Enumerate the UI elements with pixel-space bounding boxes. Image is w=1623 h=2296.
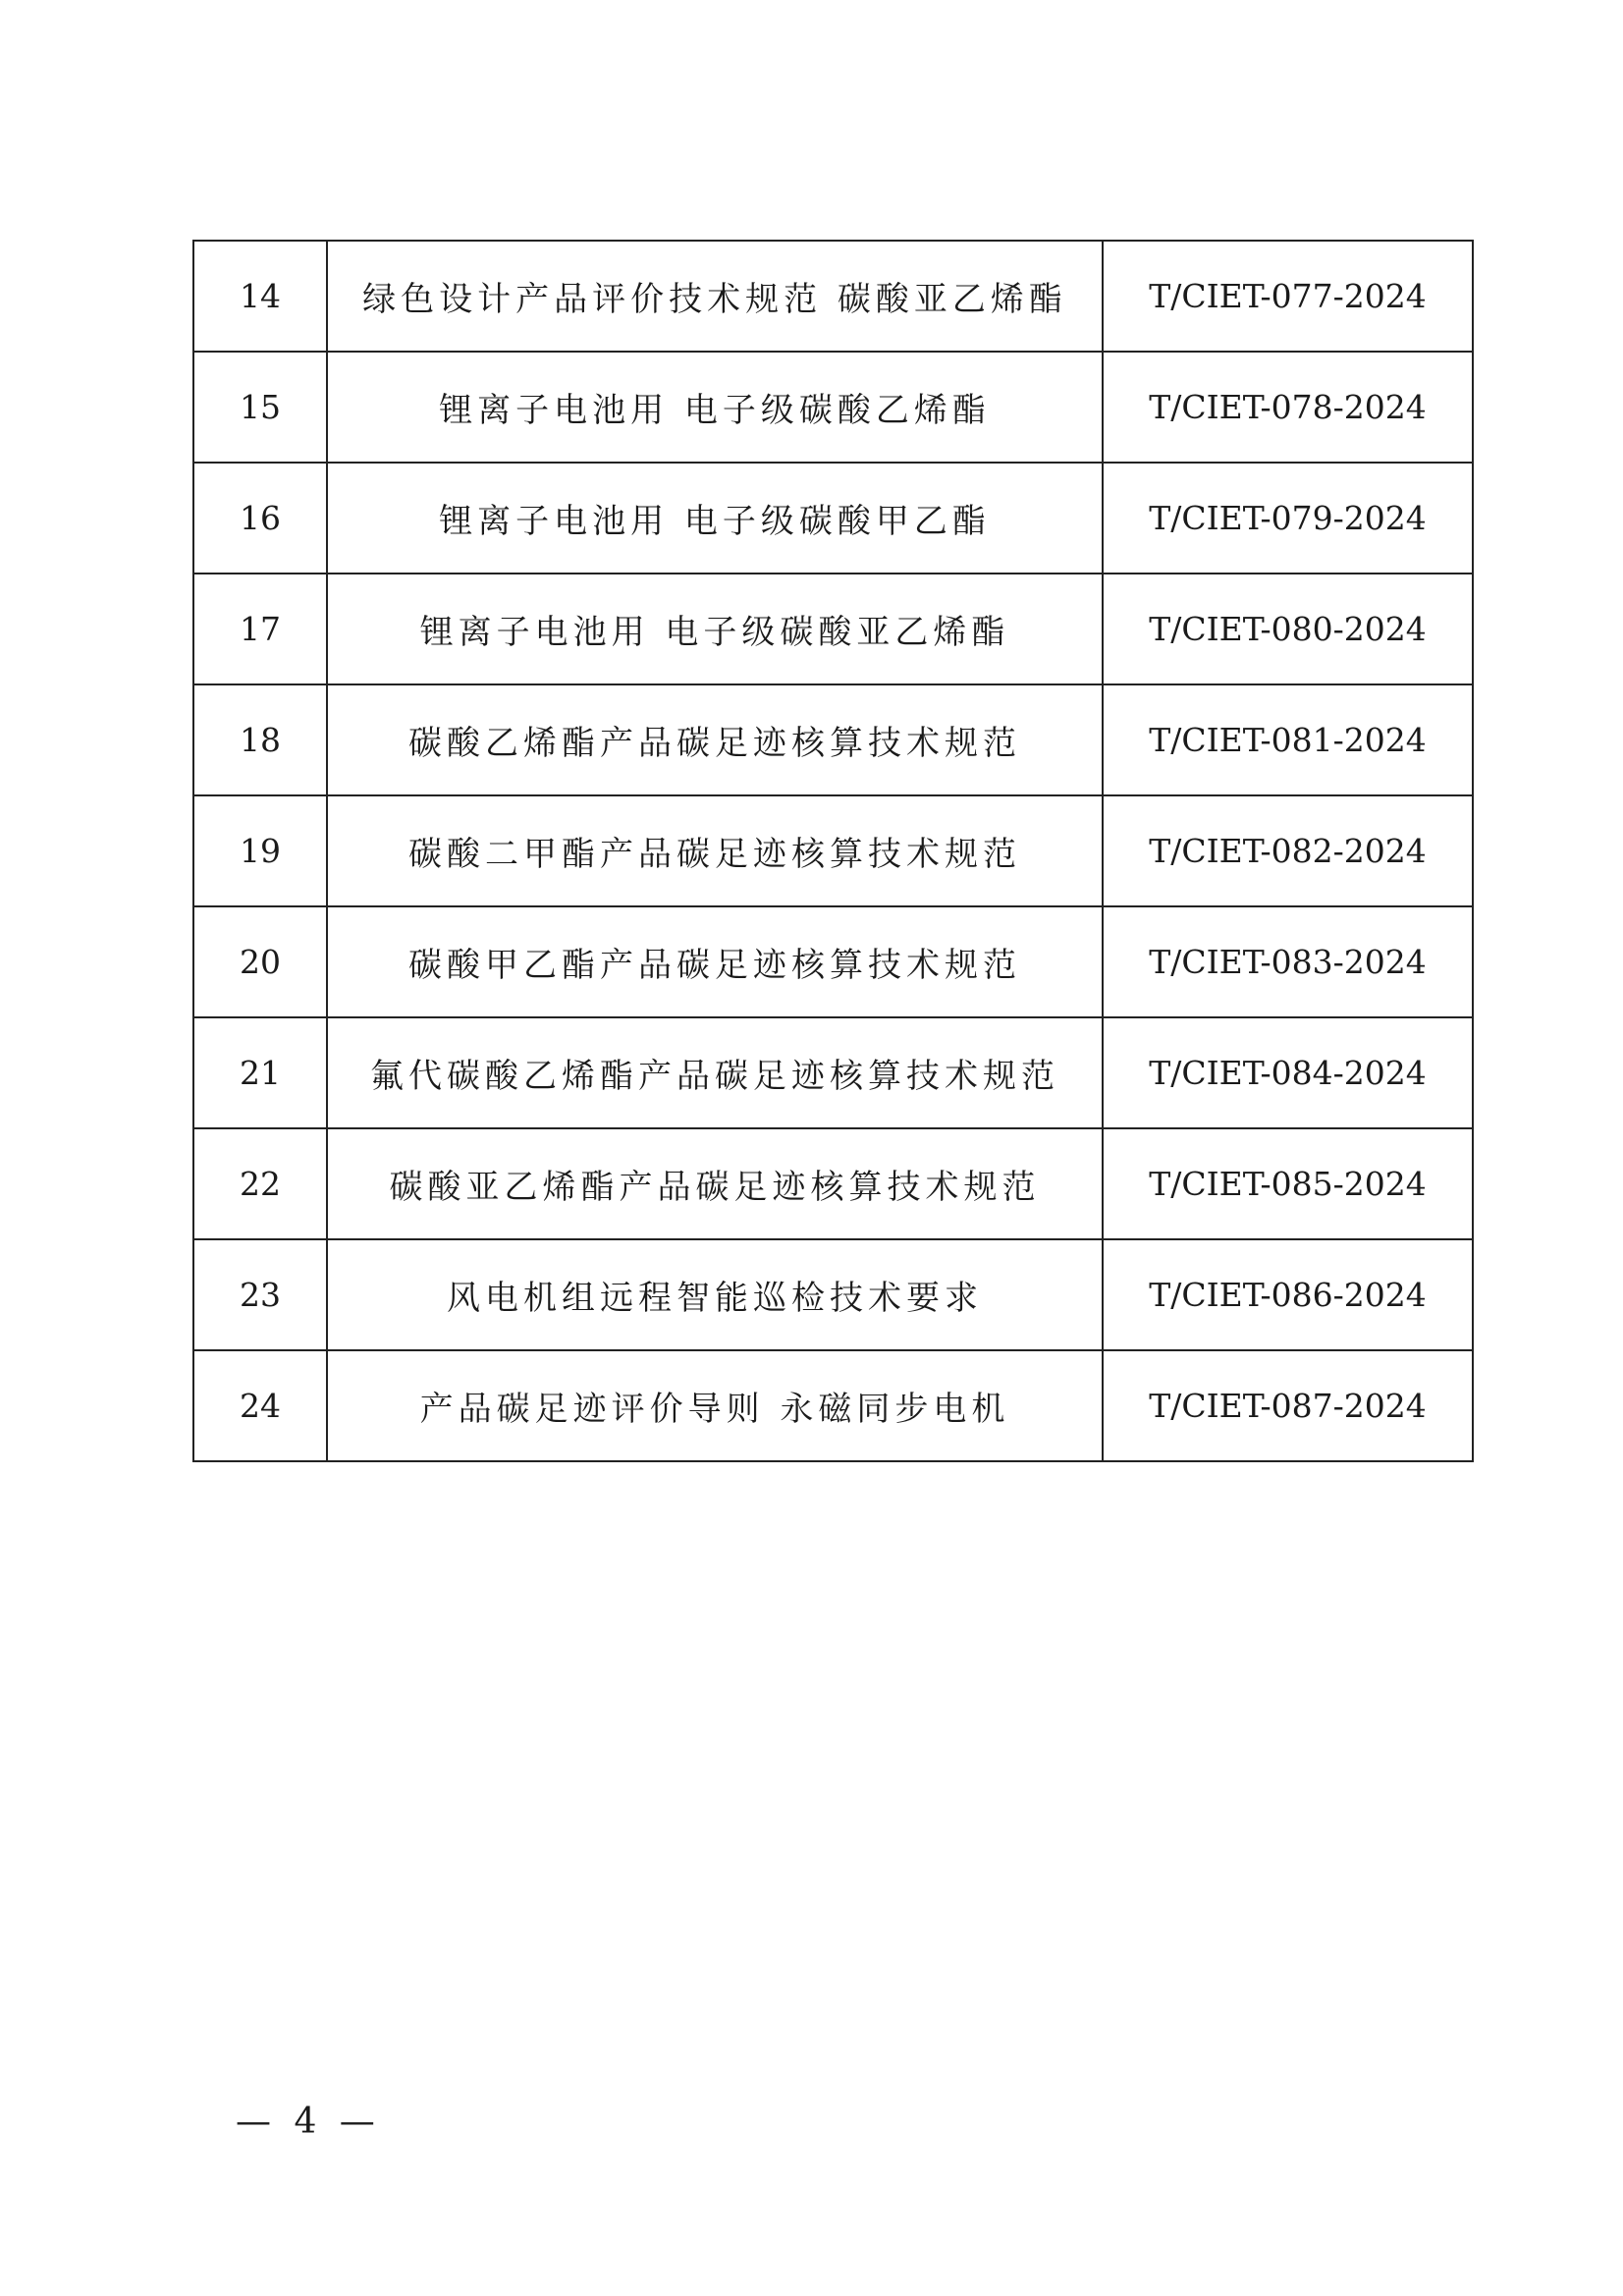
table-row xyxy=(193,241,1473,352)
standards-table-body xyxy=(193,241,1473,1461)
standard-name: 锂离子电池用 电子级碳酸亚乙烯酯 xyxy=(327,574,1103,684)
table-row xyxy=(193,1128,1473,1239)
standard-name: 碳酸甲乙酯产品碳足迹核算技术规范 xyxy=(327,906,1103,1017)
row-number: 20 xyxy=(193,906,327,1017)
standard-code: T/CIET-083-2024 xyxy=(1103,906,1473,1017)
standard-code: T/CIET-084-2024 xyxy=(1103,1017,1473,1128)
standard-code: T/CIET-077-2024 xyxy=(1103,241,1473,352)
row-number: 22 xyxy=(193,1128,327,1239)
standard-code: T/CIET-085-2024 xyxy=(1103,1128,1473,1239)
standard-name: 锂离子电池用 电子级碳酸乙烯酯 xyxy=(327,352,1103,463)
standard-name: 氟代碳酸乙烯酯产品碳足迹核算技术规范 xyxy=(327,1017,1103,1128)
row-number: 17 xyxy=(193,574,327,684)
standard-name: 绿色设计产品评价技术规范 碳酸亚乙烯酯 xyxy=(327,241,1103,352)
standard-code: T/CIET-081-2024 xyxy=(1103,684,1473,795)
table-row xyxy=(193,684,1473,795)
standard-code: T/CIET-087-2024 xyxy=(1103,1350,1473,1461)
table-row xyxy=(193,463,1473,574)
standard-name: 碳酸二甲酯产品碳足迹核算技术规范 xyxy=(327,795,1103,906)
row-number: 21 xyxy=(193,1017,327,1128)
standard-name: 锂离子电池用 电子级碳酸甲乙酯 xyxy=(327,463,1103,574)
standard-name: 碳酸乙烯酯产品碳足迹核算技术规范 xyxy=(327,684,1103,795)
table-row xyxy=(193,574,1473,684)
row-number: 19 xyxy=(193,795,327,906)
table-row xyxy=(193,1017,1473,1128)
table-row xyxy=(193,1350,1473,1461)
row-number: 15 xyxy=(193,352,327,463)
standard-code: T/CIET-078-2024 xyxy=(1103,352,1473,463)
table-row xyxy=(193,352,1473,463)
standards-table xyxy=(192,240,1474,1462)
table-row xyxy=(193,1239,1473,1350)
standard-name: 产品碳足迹评价导则 永磁同步电机 xyxy=(327,1350,1103,1461)
standard-name: 碳酸亚乙烯酯产品碳足迹核算技术规范 xyxy=(327,1128,1103,1239)
table-row xyxy=(193,906,1473,1017)
standard-code: T/CIET-086-2024 xyxy=(1103,1239,1473,1350)
row-number: 24 xyxy=(193,1350,327,1461)
standard-name: 风电机组远程智能巡检技术要求 xyxy=(327,1239,1103,1350)
standard-code: T/CIET-082-2024 xyxy=(1103,795,1473,906)
row-number: 14 xyxy=(193,241,327,352)
row-number: 23 xyxy=(193,1239,327,1350)
page-number: — 4 — xyxy=(236,2102,381,2142)
table-row xyxy=(193,795,1473,906)
row-number: 16 xyxy=(193,463,327,574)
row-number: 18 xyxy=(193,684,327,795)
standard-code: T/CIET-079-2024 xyxy=(1103,463,1473,574)
standard-code: T/CIET-080-2024 xyxy=(1103,574,1473,684)
